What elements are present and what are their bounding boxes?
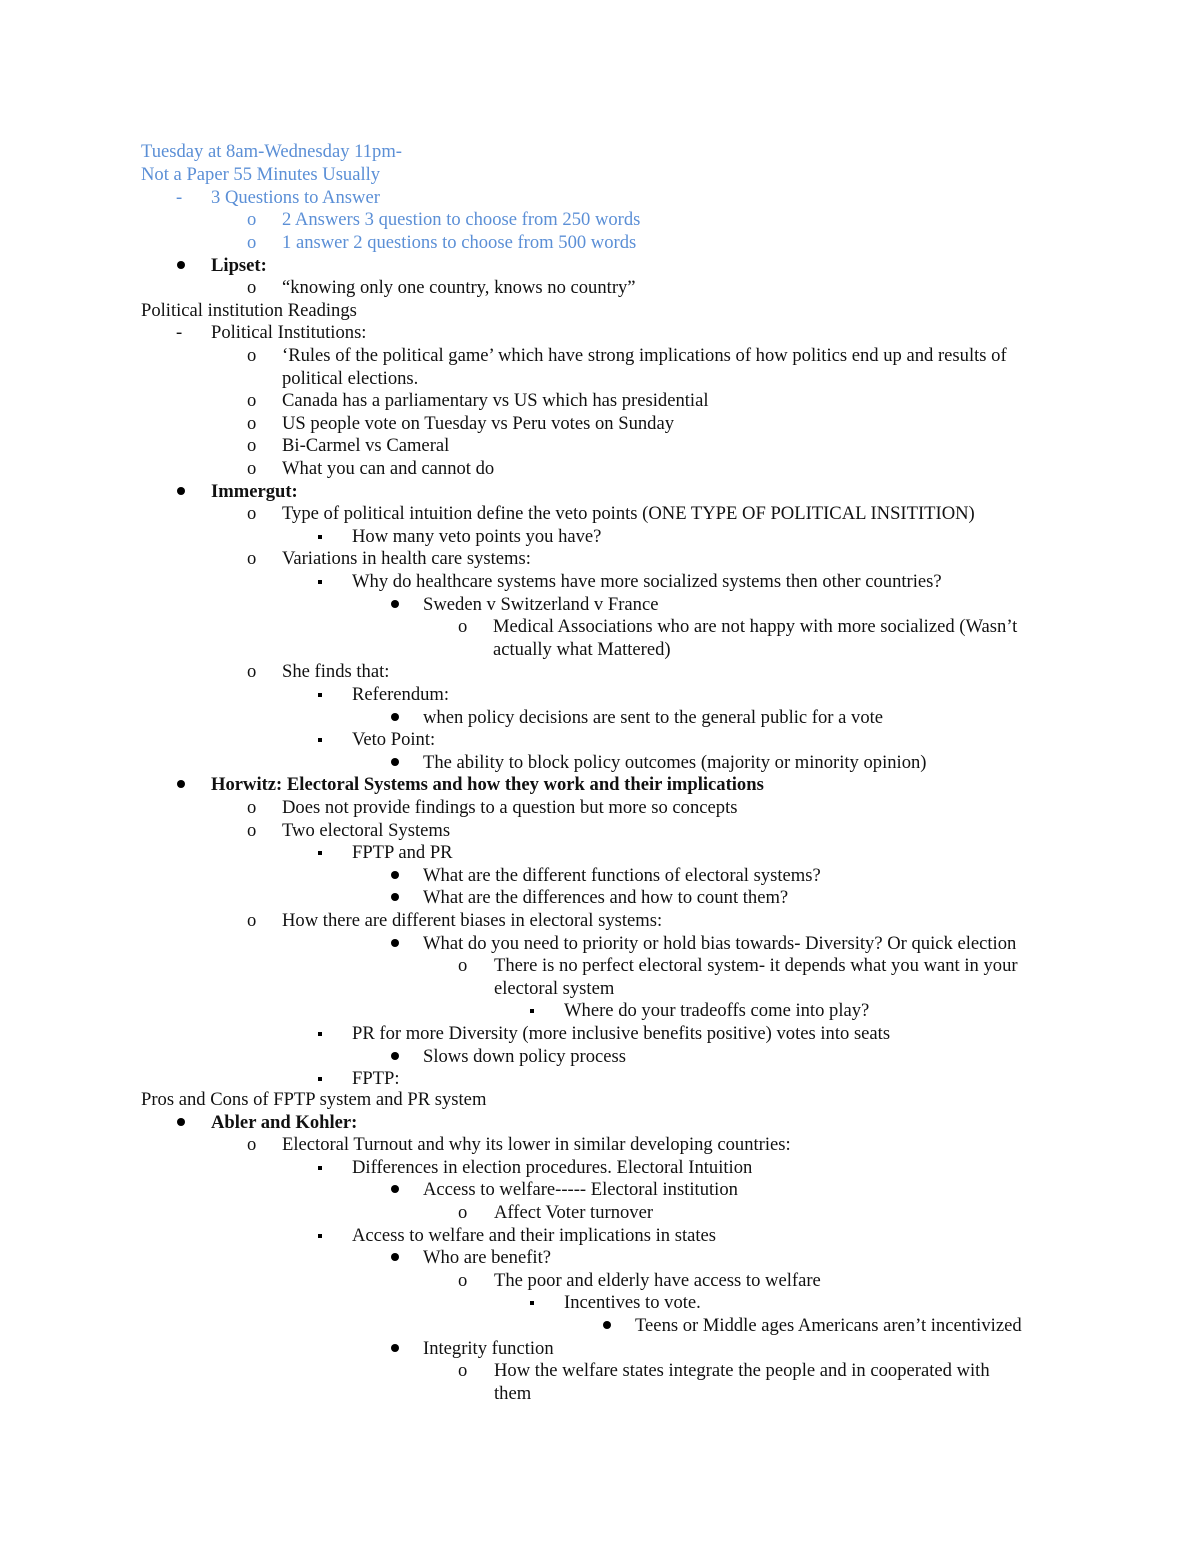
author-heading: Immergut: — [211, 481, 298, 502]
note-text: Sweden v Switzerland v France — [423, 594, 659, 615]
note-text: Slows down policy process — [423, 1046, 626, 1067]
note-text: Medical Associations who are not happy with more socialized (Wasn’t — [493, 616, 1018, 637]
note-text: Teens or Middle ages Americans aren’t incentivized — [635, 1315, 1022, 1336]
note-text: Electoral Turnout and why its lower in similar developing countries: — [282, 1134, 791, 1155]
circle-marker: o — [247, 435, 257, 456]
bullet-dot-icon — [391, 871, 399, 879]
note-text: PR for more Diversity (more inclusive benefits positive) votes into seats — [352, 1023, 891, 1044]
circle-marker: o — [458, 616, 468, 637]
bullet-square-icon — [318, 535, 322, 539]
bullet-square-icon — [318, 851, 322, 855]
bullet-dot-icon — [177, 261, 185, 269]
bullet-square-icon — [318, 1032, 322, 1036]
note-text: Differences in election procedures. Electoral Intuition — [352, 1157, 753, 1178]
note-text: Where do your tradeoffs come into play? — [564, 1000, 870, 1021]
note-text: There is no perfect electoral system- it depends what you want in your — [494, 955, 1018, 976]
note-text: FPTP: — [352, 1068, 400, 1089]
section-heading: Pros and Cons of FPTP system and PR system — [141, 1089, 487, 1110]
readings-point: Bi-Carmel vs Cameral — [282, 435, 450, 456]
bullet-dot-icon — [391, 893, 399, 901]
circle-marker: o — [247, 458, 257, 479]
bullet-dot-icon — [391, 713, 399, 721]
circle-marker: o — [247, 548, 257, 569]
note-text: Variations in health care systems: — [282, 548, 531, 569]
note-text: Affect Voter turnover — [494, 1202, 654, 1223]
exam-item: 3 Questions to Answer — [211, 187, 380, 208]
note-text: How many veto points you have? — [352, 526, 602, 547]
circle-marker: o — [247, 390, 257, 411]
note-text: What are the different functions of electoral systems? — [423, 865, 821, 886]
dash-marker: - — [176, 187, 183, 208]
note-text: Type of political intuition define the veto points (ONE TYPE OF POLITICAL INSITITION) — [282, 503, 975, 524]
bullet-dot-icon — [391, 758, 399, 766]
bullet-square-icon — [318, 580, 322, 584]
bullet-square-icon — [530, 1009, 534, 1013]
note-text: actually what Mattered) — [493, 639, 671, 660]
bullet-square-icon — [318, 1077, 322, 1081]
readings-point: What you can and cannot do — [282, 458, 495, 479]
circle-marker: o — [247, 277, 257, 298]
circle-marker: o — [247, 413, 257, 434]
dash-marker: - — [176, 322, 183, 343]
circle-marker: o — [247, 820, 257, 841]
circle-marker: o — [247, 910, 257, 931]
circle-marker: o — [458, 1270, 468, 1291]
author-heading: Horwitz: Electoral Systems and how they work and their implications — [211, 774, 764, 795]
readings-point: ‘Rules of the political game’ which have strong implications of how politics end up and results of — [282, 345, 1007, 366]
note-text: Referendum: — [352, 684, 450, 705]
bullet-square-icon — [530, 1301, 534, 1305]
quote: “knowing only one country, knows no country” — [282, 277, 636, 298]
note-text: Does not provide findings to a question but more so concepts — [282, 797, 738, 818]
bullet-square-icon — [318, 738, 322, 742]
note-text: How the welfare states integrate the people and in cooperated with — [494, 1360, 990, 1381]
note-text: Who are benefit? — [423, 1247, 552, 1268]
circle-marker: o — [247, 232, 257, 253]
circle-marker: o — [247, 345, 257, 366]
bullet-dot-icon — [177, 780, 185, 788]
circle-marker: o — [458, 1202, 468, 1223]
header-date-range: Tuesday at 8am-Wednesday 11pm- — [141, 141, 403, 162]
note-text: Integrity function — [423, 1338, 554, 1359]
bullet-dot-icon — [391, 1253, 399, 1261]
circle-marker: o — [247, 1134, 257, 1155]
bullet-dot-icon — [177, 487, 185, 495]
bullet-square-icon — [318, 1234, 322, 1238]
note-text: electoral system — [494, 978, 615, 999]
note-text: Why do healthcare systems have more socialized systems then other countries? — [352, 571, 942, 592]
author-heading: Abler and Kohler: — [211, 1112, 358, 1133]
note-text: The poor and elderly have access to welfare — [494, 1270, 821, 1291]
note-text: them — [494, 1383, 532, 1404]
note-text: Two electoral Systems — [282, 820, 451, 841]
exam-subitem: 2 Answers 3 question to choose from 250 words — [282, 209, 641, 230]
readings-point: US people vote on Tuesday vs Peru votes on Sunday — [282, 413, 675, 434]
circle-marker: o — [247, 661, 257, 682]
circle-marker: o — [458, 1360, 468, 1381]
bullet-dot-icon — [391, 600, 399, 608]
note-text: The ability to block policy outcomes (majority or minority opinion) — [423, 752, 927, 773]
note-text: FPTP and PR — [352, 842, 453, 863]
note-text: How there are different biases in electoral systems: — [282, 910, 663, 931]
bullet-dot-icon — [391, 1185, 399, 1193]
exam-subitem: 1 answer 2 questions to choose from 500 words — [282, 232, 637, 253]
header-exam-format: Not a Paper 55 Minutes Usually — [141, 164, 381, 185]
readings-point: political elections. — [282, 368, 419, 389]
circle-marker: o — [247, 209, 257, 230]
bullet-dot-icon — [391, 1344, 399, 1352]
bullet-dot-icon — [391, 1052, 399, 1060]
circle-marker: o — [247, 797, 257, 818]
note-text: Incentives to vote. — [564, 1292, 701, 1313]
readings-item: Political Institutions: — [211, 322, 367, 343]
bullet-dot-icon — [603, 1321, 611, 1329]
bullet-dot-icon — [177, 1118, 185, 1126]
note-text: when policy decisions are sent to the general public for a vote — [423, 707, 884, 728]
bullet-square-icon — [318, 1166, 322, 1170]
note-text: Veto Point: — [352, 729, 436, 750]
circle-marker: o — [247, 503, 257, 524]
note-text: What do you need to priority or hold bias towards- Diversity? Or quick election — [423, 933, 1017, 954]
section-heading: Political institution Readings — [141, 300, 357, 321]
note-text: She finds that: — [282, 661, 390, 682]
note-text: What are the differences and how to count them? — [423, 887, 789, 908]
note-text: Access to welfare----- Electoral institution — [423, 1179, 738, 1200]
bullet-square-icon — [318, 693, 322, 697]
readings-point: Canada has a parliamentary vs US which has presidential — [282, 390, 709, 411]
note-text: Access to welfare and their implications in states — [352, 1225, 717, 1246]
bullet-dot-icon — [391, 939, 399, 947]
author-heading: Lipset: — [211, 255, 267, 276]
circle-marker: o — [458, 955, 468, 976]
